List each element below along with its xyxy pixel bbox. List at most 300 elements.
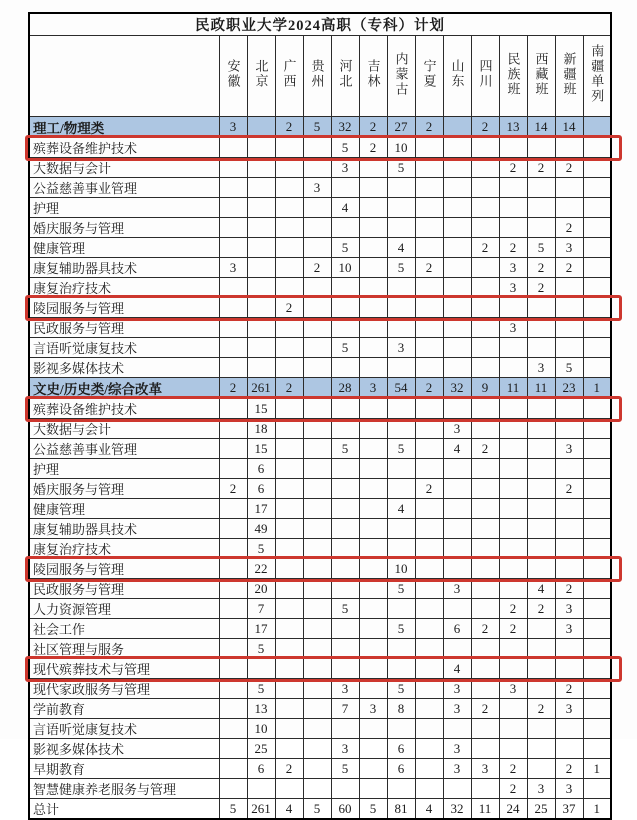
cell-value bbox=[331, 779, 359, 799]
cell-value bbox=[443, 399, 471, 419]
cell-value bbox=[583, 117, 611, 138]
cell-value: 3 bbox=[219, 117, 247, 138]
cell-value bbox=[275, 579, 303, 599]
row-label: 现代殡葬技术与管理 bbox=[29, 659, 219, 679]
cell-value bbox=[359, 439, 387, 459]
cell-value bbox=[359, 258, 387, 278]
table-row bbox=[29, 739, 611, 759]
cell-value bbox=[219, 419, 247, 439]
cell-value bbox=[555, 419, 583, 439]
cell-value bbox=[303, 699, 331, 719]
cell-value bbox=[331, 639, 359, 659]
cell-value: 2 bbox=[275, 378, 303, 399]
cell-value: 6 bbox=[387, 739, 415, 759]
cell-value: 3 bbox=[527, 779, 555, 799]
cell-value bbox=[331, 459, 359, 479]
cell-value bbox=[499, 539, 527, 559]
cell-value bbox=[219, 519, 247, 539]
cell-value: 2 bbox=[415, 258, 443, 278]
cell-value: 6 bbox=[443, 619, 471, 639]
cell-value: 5 bbox=[359, 799, 387, 820]
cell-value bbox=[583, 579, 611, 599]
row-label: 民政服务与管理 bbox=[29, 579, 219, 599]
cell-value bbox=[415, 419, 443, 439]
cell-value bbox=[415, 719, 443, 739]
cell-value bbox=[359, 419, 387, 439]
cell-value bbox=[583, 439, 611, 459]
cell-value bbox=[303, 519, 331, 539]
row-label: 人力资源管理 bbox=[29, 599, 219, 619]
cell-value bbox=[331, 539, 359, 559]
cell-value bbox=[275, 519, 303, 539]
column-header bbox=[359, 36, 387, 117]
cell-value: 32 bbox=[443, 378, 471, 399]
cell-value: 3 bbox=[443, 759, 471, 779]
cell-value bbox=[415, 198, 443, 218]
column-header-label: 北京 bbox=[253, 59, 269, 89]
row-label: 婚庆服务与管理 bbox=[29, 479, 219, 499]
cell-value: 5 bbox=[331, 599, 359, 619]
cell-value bbox=[583, 559, 611, 579]
cell-value: 5 bbox=[331, 238, 359, 258]
cell-value bbox=[499, 399, 527, 419]
column-header bbox=[303, 36, 331, 117]
cell-value: 1 bbox=[583, 759, 611, 779]
cell-value bbox=[415, 599, 443, 619]
table-row bbox=[29, 759, 611, 779]
cell-value: 3 bbox=[555, 619, 583, 639]
cell-value bbox=[499, 338, 527, 358]
table-row bbox=[29, 679, 611, 699]
cell-value bbox=[583, 358, 611, 378]
cell-value bbox=[415, 218, 443, 238]
cell-value bbox=[499, 739, 527, 759]
cell-value bbox=[387, 218, 415, 238]
cell-value bbox=[275, 499, 303, 519]
cell-value bbox=[583, 419, 611, 439]
cell-value bbox=[219, 639, 247, 659]
cell-value bbox=[275, 399, 303, 419]
cell-value: 4 bbox=[443, 659, 471, 679]
cell-value bbox=[303, 719, 331, 739]
cell-value bbox=[583, 138, 611, 158]
cell-value bbox=[471, 218, 499, 238]
cell-value bbox=[471, 318, 499, 338]
cell-value bbox=[415, 158, 443, 178]
cell-value bbox=[331, 499, 359, 519]
cell-value: 2 bbox=[499, 158, 527, 178]
cell-value: 4 bbox=[275, 799, 303, 820]
cell-value bbox=[583, 599, 611, 619]
cell-value: 2 bbox=[555, 258, 583, 278]
row-label: 影视多媒体技术 bbox=[29, 739, 219, 759]
cell-value bbox=[275, 479, 303, 499]
column-header bbox=[583, 36, 611, 117]
cell-value bbox=[303, 559, 331, 579]
cell-value bbox=[555, 318, 583, 338]
cell-value: 3 bbox=[499, 258, 527, 278]
cell-value bbox=[583, 238, 611, 258]
table-row bbox=[29, 779, 611, 799]
cell-value bbox=[387, 318, 415, 338]
cell-value: 5 bbox=[331, 759, 359, 779]
section-row bbox=[29, 117, 611, 138]
cell-value bbox=[443, 198, 471, 218]
table-row bbox=[29, 479, 611, 499]
row-label: 康复治疗技术 bbox=[29, 278, 219, 298]
cell-value bbox=[471, 158, 499, 178]
cell-value: 2 bbox=[415, 479, 443, 499]
cell-value bbox=[275, 599, 303, 619]
cell-value bbox=[471, 539, 499, 559]
cell-value bbox=[583, 639, 611, 659]
cell-value bbox=[583, 679, 611, 699]
cell-value bbox=[583, 659, 611, 679]
column-header-label: 广西 bbox=[281, 59, 297, 89]
cell-value bbox=[471, 779, 499, 799]
table-row bbox=[29, 258, 611, 278]
cell-value bbox=[275, 258, 303, 278]
cell-value: 2 bbox=[359, 117, 387, 138]
cell-value bbox=[387, 719, 415, 739]
cell-value: 5 bbox=[555, 358, 583, 378]
table-row bbox=[29, 318, 611, 338]
cell-value bbox=[527, 459, 555, 479]
cell-value: 6 bbox=[247, 479, 275, 499]
cell-value bbox=[247, 218, 275, 238]
cell-value: 2 bbox=[471, 117, 499, 138]
cell-value bbox=[219, 178, 247, 198]
table-row bbox=[29, 138, 611, 158]
table-row bbox=[29, 619, 611, 639]
cell-value bbox=[527, 338, 555, 358]
column-header-label: 南疆单列 bbox=[589, 44, 605, 104]
cell-value bbox=[387, 659, 415, 679]
cell-value bbox=[499, 659, 527, 679]
cell-value: 5 bbox=[331, 439, 359, 459]
column-header bbox=[331, 36, 359, 117]
cell-value bbox=[415, 399, 443, 419]
cell-value bbox=[303, 399, 331, 419]
cell-value bbox=[415, 679, 443, 699]
cell-value bbox=[583, 619, 611, 639]
cell-value: 3 bbox=[443, 579, 471, 599]
cell-value: 1 bbox=[583, 799, 611, 820]
cell-value: 261 bbox=[247, 378, 275, 399]
column-header bbox=[499, 36, 527, 117]
cell-value bbox=[219, 779, 247, 799]
table-row bbox=[29, 278, 611, 298]
column-header-label: 西藏班 bbox=[533, 51, 549, 97]
cell-value: 5 bbox=[303, 117, 331, 138]
cell-value: 2 bbox=[275, 117, 303, 138]
cell-value bbox=[247, 258, 275, 278]
table-title: 民政职业大学2024高职（专科）计划 bbox=[29, 13, 611, 36]
cell-value bbox=[359, 539, 387, 559]
column-header-label: 贵州 bbox=[309, 59, 325, 89]
cell-value bbox=[387, 358, 415, 378]
table-row bbox=[29, 298, 611, 318]
cell-value: 25 bbox=[247, 739, 275, 759]
cell-value bbox=[331, 579, 359, 599]
cell-value bbox=[471, 419, 499, 439]
cell-value bbox=[359, 579, 387, 599]
cell-value: 2 bbox=[219, 378, 247, 399]
cell-value: 8 bbox=[387, 699, 415, 719]
cell-value bbox=[527, 759, 555, 779]
cell-value bbox=[219, 399, 247, 419]
cell-value: 3 bbox=[359, 378, 387, 399]
cell-value bbox=[471, 459, 499, 479]
cell-value bbox=[331, 178, 359, 198]
cell-value: 3 bbox=[303, 178, 331, 198]
column-header bbox=[527, 36, 555, 117]
cell-value bbox=[219, 238, 247, 258]
corner-cell bbox=[29, 36, 219, 117]
cell-value bbox=[303, 679, 331, 699]
cell-value bbox=[555, 399, 583, 419]
cell-value bbox=[303, 479, 331, 499]
cell-value: 3 bbox=[443, 419, 471, 439]
cell-value: 5 bbox=[527, 238, 555, 258]
row-label: 早期教育 bbox=[29, 759, 219, 779]
cell-value bbox=[247, 779, 275, 799]
cell-value: 60 bbox=[331, 799, 359, 820]
cell-value: 2 bbox=[555, 759, 583, 779]
cell-value: 2 bbox=[527, 158, 555, 178]
cell-value bbox=[555, 499, 583, 519]
cell-value bbox=[415, 639, 443, 659]
cell-value bbox=[499, 178, 527, 198]
cell-value bbox=[499, 439, 527, 459]
cell-value bbox=[443, 479, 471, 499]
column-header bbox=[555, 36, 583, 117]
cell-value bbox=[415, 739, 443, 759]
cell-value bbox=[583, 499, 611, 519]
cell-value bbox=[331, 318, 359, 338]
cell-value bbox=[443, 459, 471, 479]
cell-value bbox=[443, 298, 471, 318]
cell-value: 3 bbox=[331, 739, 359, 759]
cell-value: 2 bbox=[415, 378, 443, 399]
cell-value bbox=[499, 358, 527, 378]
cell-value bbox=[499, 559, 527, 579]
column-header-label: 宁夏 bbox=[421, 59, 437, 89]
cell-value: 4 bbox=[331, 198, 359, 218]
cell-value bbox=[303, 579, 331, 599]
cell-value bbox=[583, 278, 611, 298]
cell-value bbox=[387, 599, 415, 619]
cell-value bbox=[555, 178, 583, 198]
cell-value bbox=[387, 419, 415, 439]
cell-value bbox=[219, 338, 247, 358]
row-label: 影视多媒体技术 bbox=[29, 358, 219, 378]
table-row bbox=[29, 579, 611, 599]
cell-value bbox=[219, 158, 247, 178]
cell-value: 10 bbox=[331, 258, 359, 278]
cell-value bbox=[247, 117, 275, 138]
cell-value bbox=[415, 439, 443, 459]
row-label: 理工/物理类 bbox=[29, 117, 219, 138]
row-label: 公益慈善事业管理 bbox=[29, 178, 219, 198]
cell-value bbox=[275, 639, 303, 659]
cell-value bbox=[527, 499, 555, 519]
cell-value: 81 bbox=[387, 799, 415, 820]
cell-value bbox=[359, 358, 387, 378]
cell-value: 3 bbox=[387, 338, 415, 358]
cell-value bbox=[527, 479, 555, 499]
cell-value bbox=[583, 699, 611, 719]
row-label: 护理 bbox=[29, 459, 219, 479]
cell-value: 3 bbox=[555, 238, 583, 258]
table-row bbox=[29, 539, 611, 559]
cell-value: 9 bbox=[471, 378, 499, 399]
cell-value: 2 bbox=[555, 218, 583, 238]
cell-value bbox=[303, 739, 331, 759]
cell-value bbox=[443, 158, 471, 178]
table-row bbox=[29, 238, 611, 258]
cell-value bbox=[387, 298, 415, 318]
cell-value: 3 bbox=[555, 599, 583, 619]
cell-value bbox=[247, 158, 275, 178]
cell-value bbox=[219, 439, 247, 459]
row-label: 健康管理 bbox=[29, 499, 219, 519]
cell-value: 32 bbox=[443, 799, 471, 820]
cell-value bbox=[303, 539, 331, 559]
row-label: 公益慈善事业管理 bbox=[29, 439, 219, 459]
cell-value bbox=[415, 338, 443, 358]
cell-value bbox=[303, 619, 331, 639]
table-row bbox=[29, 399, 611, 419]
cell-value: 13 bbox=[499, 117, 527, 138]
cell-value: 4 bbox=[527, 579, 555, 599]
cell-value bbox=[387, 479, 415, 499]
cell-value bbox=[331, 659, 359, 679]
cell-value bbox=[219, 138, 247, 158]
cell-value bbox=[527, 639, 555, 659]
cell-value bbox=[583, 198, 611, 218]
cell-value: 37 bbox=[555, 799, 583, 820]
cell-value: 2 bbox=[499, 238, 527, 258]
cell-value bbox=[275, 358, 303, 378]
cell-value bbox=[443, 338, 471, 358]
cell-value bbox=[443, 117, 471, 138]
cell-value bbox=[331, 559, 359, 579]
cell-value bbox=[387, 779, 415, 799]
table-row bbox=[29, 659, 611, 679]
column-header-label: 四川 bbox=[477, 59, 493, 89]
cell-value bbox=[471, 258, 499, 278]
cell-value bbox=[219, 358, 247, 378]
cell-value bbox=[303, 238, 331, 258]
cell-value bbox=[527, 659, 555, 679]
cell-value: 4 bbox=[387, 499, 415, 519]
cell-value bbox=[583, 519, 611, 539]
cell-value bbox=[471, 599, 499, 619]
total-row bbox=[29, 799, 611, 820]
cell-value: 17 bbox=[247, 499, 275, 519]
cell-value bbox=[527, 399, 555, 419]
cell-value bbox=[527, 619, 555, 639]
cell-value bbox=[555, 459, 583, 479]
cell-value bbox=[555, 659, 583, 679]
table-row bbox=[29, 599, 611, 619]
cell-value: 5 bbox=[247, 539, 275, 559]
cell-value bbox=[303, 439, 331, 459]
cell-value: 13 bbox=[247, 699, 275, 719]
cell-value: 2 bbox=[471, 439, 499, 459]
cell-value bbox=[443, 539, 471, 559]
cell-value: 2 bbox=[555, 479, 583, 499]
cell-value bbox=[443, 639, 471, 659]
cell-value bbox=[499, 579, 527, 599]
row-label: 护理 bbox=[29, 198, 219, 218]
cell-value: 5 bbox=[387, 679, 415, 699]
cell-value bbox=[303, 419, 331, 439]
cell-value bbox=[471, 579, 499, 599]
table-row bbox=[29, 559, 611, 579]
cell-value bbox=[471, 739, 499, 759]
cell-value bbox=[359, 278, 387, 298]
cell-value bbox=[527, 198, 555, 218]
cell-value bbox=[303, 358, 331, 378]
cell-value bbox=[415, 619, 443, 639]
cell-value bbox=[583, 459, 611, 479]
cell-value bbox=[303, 278, 331, 298]
cell-value bbox=[219, 679, 247, 699]
column-header-label: 河北 bbox=[337, 59, 353, 89]
cell-value bbox=[555, 138, 583, 158]
cell-value bbox=[499, 298, 527, 318]
cell-value: 2 bbox=[359, 138, 387, 158]
cell-value bbox=[219, 739, 247, 759]
cell-value bbox=[331, 719, 359, 739]
cell-value: 2 bbox=[499, 779, 527, 799]
cell-value bbox=[527, 539, 555, 559]
cell-value bbox=[583, 539, 611, 559]
cell-value bbox=[527, 739, 555, 759]
cell-value bbox=[359, 178, 387, 198]
cell-value bbox=[555, 519, 583, 539]
cell-value bbox=[471, 479, 499, 499]
column-header-label: 内蒙古 bbox=[393, 51, 409, 97]
cell-value bbox=[415, 559, 443, 579]
cell-value bbox=[359, 399, 387, 419]
cell-value: 6 bbox=[387, 759, 415, 779]
cell-value: 15 bbox=[247, 399, 275, 419]
row-label: 言语听觉康复技术 bbox=[29, 719, 219, 739]
row-label: 文史/历史类/综合改革 bbox=[29, 378, 219, 399]
column-header-label: 新疆班 bbox=[561, 51, 577, 97]
cell-value bbox=[275, 238, 303, 258]
cell-value bbox=[331, 218, 359, 238]
cell-value: 14 bbox=[555, 117, 583, 138]
cell-value bbox=[471, 338, 499, 358]
row-label: 现代家政服务与管理 bbox=[29, 679, 219, 699]
cell-value: 2 bbox=[275, 759, 303, 779]
cell-value bbox=[415, 699, 443, 719]
cell-value bbox=[275, 218, 303, 238]
cell-value bbox=[387, 459, 415, 479]
cell-value: 261 bbox=[247, 799, 275, 820]
column-header bbox=[247, 36, 275, 117]
cell-value bbox=[443, 559, 471, 579]
cell-value bbox=[527, 439, 555, 459]
cell-value bbox=[359, 659, 387, 679]
cell-value bbox=[359, 679, 387, 699]
cell-value bbox=[415, 499, 443, 519]
cell-value bbox=[499, 519, 527, 539]
